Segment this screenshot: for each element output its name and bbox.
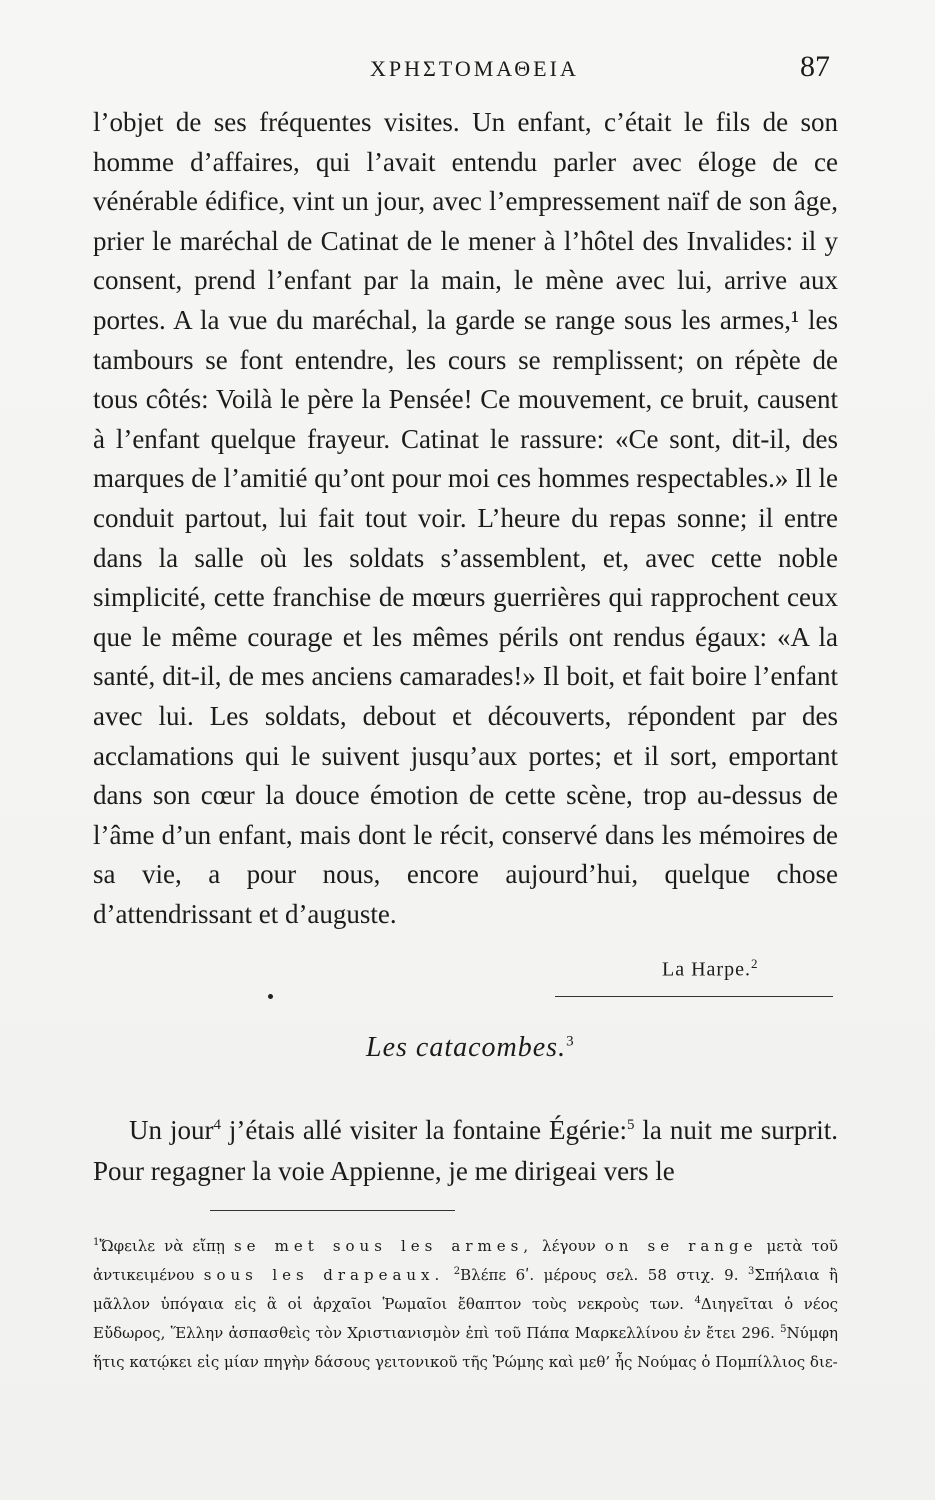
footnote-divider bbox=[210, 1210, 455, 1211]
note-ref-4: 4 bbox=[213, 1117, 221, 1133]
note-ref-5: 5 bbox=[626, 1117, 635, 1133]
section-title bbox=[366, 1032, 575, 1064]
footnote-1-french-c: sous les drapeaux. bbox=[203, 1266, 445, 1284]
footnote-2-ref: 2 bbox=[453, 1266, 461, 1277]
author-name: La Harpe. bbox=[662, 958, 751, 981]
running-head bbox=[0, 50, 935, 86]
footnote-5-ref: 5 bbox=[780, 1324, 787, 1335]
running-title: ΧΡΗΣΤΟΜΑΘΕΙΑ bbox=[370, 56, 579, 81]
footnote-5: Νύμφη ἥτις κατῴκει εἰς μίαν πηγὴν δάσους γειτονικοῦ τῆς Ῥώμης καὶ μεθ’ ἧς Νούμας ὁ Πομπίλλιος διε- bbox=[93, 1324, 838, 1371]
section-title-note-ref: 3 bbox=[566, 1033, 575, 1050]
footnote-1-french-a: se met sous les armes, bbox=[233, 1237, 534, 1255]
section-title-text: Les catacombes. bbox=[366, 1032, 567, 1063]
footnote-3-ref: 3 bbox=[748, 1266, 755, 1277]
footnote-1-french-b: on se range bbox=[604, 1237, 758, 1255]
printed-dot bbox=[268, 994, 273, 999]
main-text: l’objet de ses fréquentes visites. Un enfant, c’était le fils de son homme d’affaires, qui l’avait entendu parler avec éloge de ce vénérable édifice, vint un jour, avec l’empressement naïf de son âge, prier le maréchal de Catinat de le mener à l’hôtel des Invalides: il y consent, prend l’enfant par la main, le mène avec lui, arrive aux portes. A la vue du maréchal, la garde se range sous les armes,¹ les tambours se font entendre, les cours se remplissent; on répète de tous côtés: Voilà le père la Pensée! Ce mouvement, ce bruit, causent à l’enfant quelque frayeur. Catinat le rassure: «Ce sont, dit-il, des marques de l’amitié qu’ont pour moi ces hommes respectables.» Il le conduit partout, lui fait tout voir. L’heure du repas sonne; il entre dans la salle où les soldats s’assemblent, et, avec cette noble simplicité, cette franchise de mœurs guerrières qui rapprochent ceux que le même courage et les mêmes périls ont rendus égaux: «A la santé, dit-il, de mes anciens camarades!» Il boit, et fait boire l’enfant avec lui. Les soldats, debout et découverts, répondent par des acclamations qui le suivent jusqu’aux portes; et il sort, emportant dans son cœur la douce émotion de cette scène, trop au-dessus de l’âme d’un enfant, mais dont le récit, conservé dans les mémoires de sa vie, a pour nous, encore aujourd’hui, quelque chose d’attendrissant et d’auguste. bbox=[93, 107, 838, 929]
section-text-part3: la nuit me surprit. Pour regagner la voie Appienne, je me dirigeai vers le bbox=[93, 1115, 838, 1186]
footnote-4: Διηγεῖται ὁ νέος Εὔδωρος, Ἕλλην ἀσπασθεὶς τὸν Χριστιανισμὸν ἐπὶ τοῦ Πάπα Μαρκελλίνου ἐν ἔτει 296. bbox=[93, 1295, 839, 1342]
footnote-3: Σπήλαια ἢ μᾶλλον ὑπόγαια εἰς ἃ οἱ ἀρχαῖοι Ῥωμαῖοι ἔθαπτον τοὺς νεκροὺς των. bbox=[93, 1266, 838, 1313]
footnote-1-greek-c: μετὰ τοῦ ἀντικειμένου bbox=[93, 1237, 838, 1284]
footnote-4-ref: 4 bbox=[694, 1295, 701, 1306]
footnote-2: Βλέπε 6ʹ. μέρους σελ. 58 στιχ. 9. bbox=[460, 1266, 739, 1284]
section-text bbox=[93, 1110, 838, 1192]
section-divider bbox=[555, 996, 833, 997]
section-text-part1: Un jour bbox=[129, 1115, 214, 1145]
author-attribution bbox=[662, 956, 758, 982]
footnote-1-greek-b: λέγουν bbox=[533, 1237, 605, 1255]
footnotes bbox=[93, 1232, 838, 1377]
footnote-1-greek-a: Ὤφειλε νὰ εἴπῃ bbox=[99, 1237, 234, 1255]
section-text-part2: j’étais allé visiter la fontaine Égérie: bbox=[220, 1115, 627, 1145]
footnote-1-ref: 1 bbox=[93, 1237, 100, 1248]
page-number: 87 bbox=[800, 50, 830, 83]
author-note-ref: 2 bbox=[750, 956, 759, 971]
